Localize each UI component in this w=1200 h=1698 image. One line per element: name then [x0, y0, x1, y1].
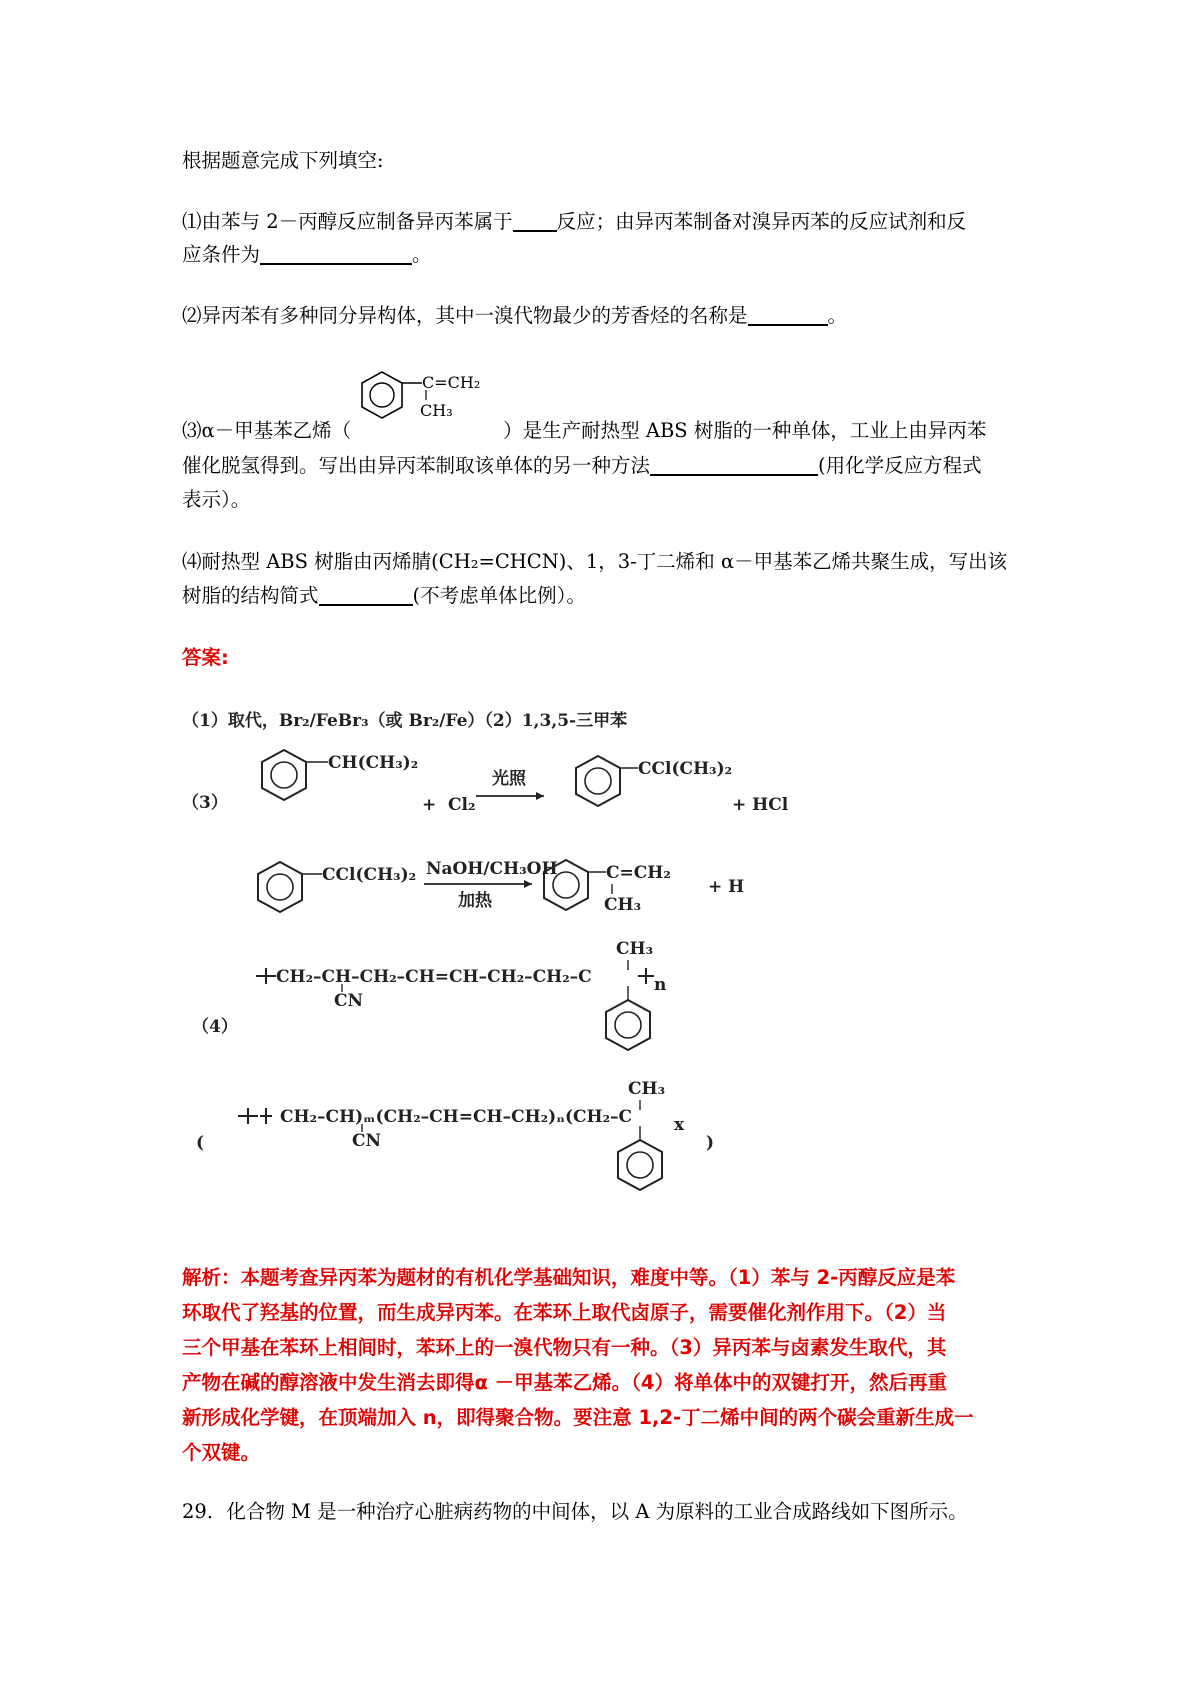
analysis-line-5: 新形成化学键，在顶端加入 n，即得聚合物。要注意 1,2-丁二烯中间的两个碳会重新生成一 — [182, 1406, 974, 1429]
analysis-line-4: 产物在碱的醇溶液中发生消去即得α －甲基苯乙烯。（4）将单体中的双键打开，然后再重 — [182, 1371, 948, 1394]
q2-text-a: ⑵异丙苯有多种同分异构体，其中一溴代物最少的芳香烃的名称是 — [182, 304, 748, 327]
answer-figure — [176, 700, 1036, 1260]
q3-blank[interactable] — [650, 454, 818, 476]
analysis-line-3: 三个甲基在苯环上相间时，苯环上的一溴代物只有一种。（3）异丙苯与卤素发生取代，其 — [182, 1336, 947, 1359]
benzene-ring-5 — [606, 1000, 650, 1050]
polymer-2-paren-right: ) — [706, 1133, 715, 1153]
polymer-2-chain: CH₂–CH)ₘ(CH₂–CH=CH–CH₂)ₙ(CH₂–C — [280, 1107, 633, 1127]
question-4-line1: ⑷耐热型 ABS 树脂由丙烯腈(CH₂=CHCN)、1，3-丁二烯和 α－甲基苯乙烯共聚生成，写出该 — [182, 550, 1008, 573]
struct-methyl-label: CH₃ — [420, 401, 453, 420]
question-3-line1 — [182, 418, 986, 444]
polymer-2-ch3: CH₃ — [628, 1079, 666, 1099]
benzene-ring-3 — [258, 862, 302, 912]
answer-row1: （1）取代，Br₂/FeBr₃（或 Br₂/Fe）（2）1,3,5-三甲苯 — [182, 711, 628, 731]
benzene-ring-2 — [576, 756, 620, 806]
question-1-line2 — [182, 242, 432, 268]
polymer-2-cn: CN — [352, 1131, 382, 1151]
polymer-1-chain: CH₂–CH–CH₂–CH=CH–CH₂–CH₂–C — [276, 967, 592, 987]
q3-text-d: (用化学反应方程式 — [818, 454, 982, 477]
q3-text-c: 催化脱氢得到。写出由异丙苯制取该单体的另一种方法 — [182, 454, 651, 477]
q1-text-d: 。 — [412, 243, 432, 266]
benzene-ring-4 — [544, 860, 588, 910]
plus-sign: + — [422, 795, 437, 815]
q1-text-a: ⑴由苯与 2－丙醇反应制备异丙苯属于 — [182, 210, 513, 233]
q3-text-b: ）是生产耐热型 ABS 树脂的一种单体，工业上由异丙苯 — [503, 419, 987, 442]
q2-blank[interactable] — [748, 304, 828, 326]
q4-text-c: (不考虑单体比例）。 — [412, 584, 586, 607]
question-1-line1 — [182, 209, 966, 235]
answer-label: 答案: — [182, 646, 229, 669]
q4-text-b: 树脂的结构简式 — [182, 584, 319, 607]
q1-text-c: 应条件为 — [182, 243, 261, 266]
polymer-1-n: n — [654, 975, 667, 995]
struct-vinyl-label: C=CH₂ — [422, 373, 481, 392]
polymer-2-x: x — [674, 1115, 685, 1135]
q2-text-b: 。 — [827, 304, 848, 327]
question-4-line2 — [182, 583, 586, 609]
heat-condition: 加热 — [458, 891, 492, 911]
light-condition: 光照 — [492, 769, 526, 789]
q4-blank[interactable] — [319, 584, 413, 606]
q1-blank-2[interactable] — [260, 243, 412, 265]
ccl-group: CCl(CH₃)₂ — [638, 759, 733, 779]
ccl-group-2: CCl(CH₃)₂ — [322, 865, 417, 885]
q1-blank-1[interactable] — [513, 210, 557, 232]
intro-text: 根据题意完成下列填空: — [182, 149, 384, 172]
isopropyl-group: CH(CH₃)₂ — [328, 753, 419, 773]
methyl-group: CH₃ — [604, 895, 642, 915]
naoh-condition: NaOH/CH₃OH — [426, 859, 558, 879]
question-2 — [182, 303, 847, 329]
h-product: + H — [708, 877, 745, 897]
answer-label-3: （3） — [182, 793, 228, 813]
polymer-2-paren-left: ( — [196, 1133, 205, 1153]
question-3-line3: 表示）。 — [182, 488, 251, 511]
chlorine: Cl₂ — [448, 795, 476, 815]
q3-text-a: ⑶α－甲基苯乙烯（ — [182, 419, 352, 442]
polymer-1-ch3: CH₃ — [616, 939, 654, 959]
analysis-line-2: 环取代了羟基的位置，而生成异丙苯。在苯环上取代卤原子，需要催化剂作用下。（2）当 — [182, 1301, 947, 1324]
benzene-ring-1 — [262, 750, 306, 800]
question-3-line2 — [182, 453, 982, 479]
hcl-product: + HCl — [732, 795, 789, 815]
analysis-line-1: 解析：本题考查异丙苯为题材的有机化学基础知识，难度中等。（1）苯与 2-丙醇反应是苯 — [182, 1266, 956, 1289]
vinyl-group: C=CH₂ — [606, 863, 671, 883]
q1-text-b: 反应；由异丙苯制备对溴异丙苯的反应试剂和反 — [556, 210, 967, 233]
benzene-ring-6 — [618, 1140, 662, 1190]
question-29: 29．化合物 M 是一种治疗心脏病药物的中间体，以 A 为原料的工业合成路线如下图所示。 — [182, 1500, 968, 1523]
answer-label-4: （4） — [192, 1017, 238, 1037]
analysis-line-6: 个双键。 — [182, 1441, 261, 1464]
polymer-1-cn: CN — [334, 991, 364, 1011]
